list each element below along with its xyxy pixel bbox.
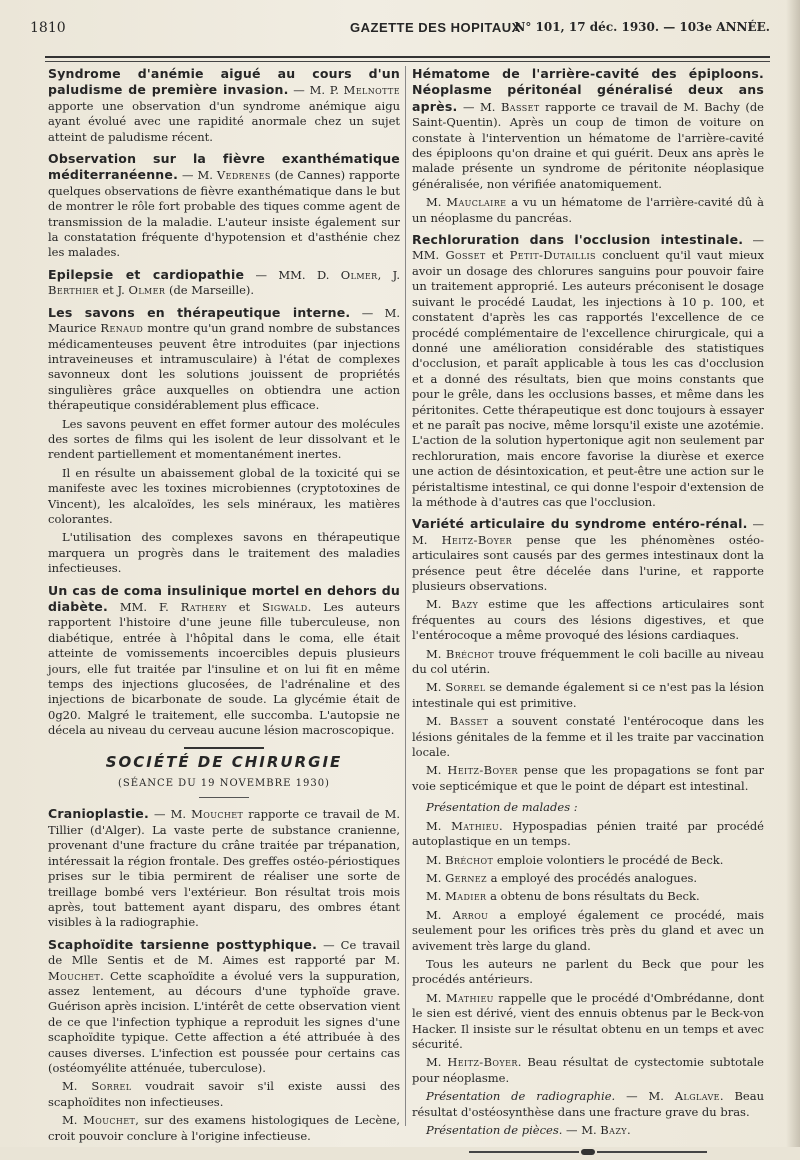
left-column xyxy=(48,66,401,1143)
text-run: trouve fréquemment le coli bacille au niveau du col utérin. xyxy=(412,646,765,677)
page-header xyxy=(30,14,770,44)
session-date: (SÉANCE DU 19 NOVEMBRE 1930) xyxy=(118,778,330,790)
article-text: rapporte ce travail de M. Bachy (de Saint-Quentin). Après un coup de timon de voiture on constate à l'intervention un hématome de l'arrière-cavité des épiploons qu'on draine et qui guérit. Deux ans après le malade présente un syndrome de péritonite néoplasique généralisée, non vérifiée anatomiquement. xyxy=(412,99,764,191)
article-paragraph xyxy=(412,853,764,868)
text-run: — M. Maurice xyxy=(48,305,400,336)
article-paragraph xyxy=(48,1113,400,1144)
article-title: Un cas de coma insulinique mortel en dehors du diabète. xyxy=(48,582,400,614)
article-paragraph xyxy=(412,680,764,711)
section-rule-short xyxy=(199,797,249,798)
author-name: Rathery xyxy=(180,600,227,614)
article-coma xyxy=(48,583,400,739)
article-text: montre qu'un grand nombre de substances médicamenteuses peuvent être introduites (par injections intraveineuses et intramusculaire) à l'état de complexes savonneux dont les solutions jouissent de propriétés singulières grâce auxquelles on obtiendra une action thérapeutique considérablement plus efficace. xyxy=(48,321,400,413)
article-paragraph xyxy=(412,991,764,1053)
text-run: M. xyxy=(426,646,446,661)
journal-title: GAZETTE DES HOPITAUX xyxy=(350,20,521,35)
text-run: a vu un hématome de l'arrière-cavité dû à un néoplasme du pancréas. xyxy=(412,195,764,225)
article-text: (de Marseille). xyxy=(165,283,255,298)
text-run: M. xyxy=(62,1079,92,1094)
article-paragraph xyxy=(412,908,764,954)
society-heading xyxy=(48,747,400,799)
author-name: Mathieu xyxy=(451,818,500,833)
text-run: — MM. D. xyxy=(244,267,341,282)
article-paragraph xyxy=(412,1089,764,1120)
article-paragraph xyxy=(412,1055,764,1086)
article-title: Cranioplastie. xyxy=(48,806,149,822)
header-rule-thin xyxy=(45,61,770,62)
article-paragraph xyxy=(412,597,764,643)
text-run: emploie volontiers le procédé de Beck. xyxy=(493,852,724,867)
text-run: M. xyxy=(426,714,450,729)
author-name: Sigwald xyxy=(262,600,308,614)
text-run: M. xyxy=(426,597,452,612)
article-cranioplastie xyxy=(48,806,400,930)
text-run: a employé également ce procédé, mais seulement pour les orifices très près du gland et avec un avivement très large du gland. xyxy=(412,907,765,953)
article-paragraph xyxy=(412,195,764,226)
article-paragraph xyxy=(412,516,764,594)
article-paragraph xyxy=(412,66,764,192)
presentation-heading xyxy=(412,800,764,815)
text-run: M. xyxy=(426,907,453,922)
text-run: a employé des procédés analogues. xyxy=(486,870,698,885)
article-variete-articulaire xyxy=(412,516,764,794)
article-text: . Cette scaphoïdite a évolué vers la suppuration, assez lentement, au décours d'une typhoïde grave. Guérison après incision. L'intérêt de cette observation vient de ce que l'infection typhique a reproduit les signes d'une scaphoïdite typique. Cette affection a été attribuée à des causes diverses. L'infection est poussée pour certains cas (ostéomyélite atténuée, tuberculose). xyxy=(48,968,400,1075)
author-name: Basset xyxy=(449,714,489,729)
author-name: Basset xyxy=(500,99,540,114)
text-run: — M. xyxy=(412,517,764,547)
article-paragraph xyxy=(48,267,400,299)
author-name: Bazy xyxy=(451,597,479,612)
text-run: et J. xyxy=(98,283,129,298)
author-name: Bréchot xyxy=(445,852,494,867)
text-run: et xyxy=(485,248,510,263)
text-run: estime que les affections articulaires sont fréquentes au cours des lésions digestives, et que l'entérocoque a même provoqué des lésions cardiaques. xyxy=(412,597,764,643)
article-paragraph xyxy=(412,714,764,760)
text-run: M. xyxy=(426,763,448,778)
author-name: Mouchet xyxy=(48,968,101,983)
page-number: 1810 xyxy=(30,20,66,36)
article-title: Variété articulaire du syndrome entéro-rénal. xyxy=(412,516,748,532)
author-name: Olmer xyxy=(128,283,166,298)
text-run: — M. xyxy=(148,807,192,822)
text-run: . Beau résultat de cystectomie subtotale pour néoplasme. xyxy=(412,1055,764,1085)
article-title: Hématome de l'arrière-cavité des épiploons. Néoplasme péritonéal généralisé deux ans après. xyxy=(412,66,764,114)
text-run: a souvent constaté l'entérocoque dans les lésions génitales de la femme et il les traite par vaccination locale. xyxy=(412,714,764,760)
article-text: concluent qu'il vaut mieux avoir un dosage des chlorures sanguins pour pouvoir faire un traitement approprié. Les auteurs préconisent le dosage suivant le procédé Laudat, les injections à 10 p. 100, et constatent d'après les cas rapportés l'excellence de ce procédé complémentaire de l'excellence chirurgicale, qui a donné une amélioration considérable des statistiques d'occlusion, et paraît applicable à tous les cas d'occlusion et a donné des résultats, bien que moins constants que pour le grêle, dans les occlusions basses, et même dans les péritonites. Cette thérapeutique est donc toujours à essayer et ne paraît pas nocive, même lorsqu'il existe une azotémie. L'action de la solution hypertonique agit non seulement par rechloruration, mais encore favorise la diurèse et exerce une action de désintoxication, et peut-être une action sur le péristaltisme intestinal, ce qui donne l'espoir d'extension de la méthode à d'autres cas que l'occlusion. xyxy=(412,248,764,509)
text-run: — M. xyxy=(615,1089,675,1104)
article-paragraph xyxy=(48,806,400,930)
article-paragraph: L'utilisation des complexes savons en thérapeutique marquera un progrès dans le traitement des maladies infectieuses. xyxy=(48,530,400,576)
article-paragraph xyxy=(48,583,400,739)
text-run: voudrait savoir s'il existe aussi des scaphoïdites non infectieuses. xyxy=(48,1079,400,1109)
author-name: Melnotte xyxy=(343,83,400,98)
article-paragraph xyxy=(48,66,400,145)
column-separator xyxy=(405,66,406,1126)
article-title: Epilepsie et cardiopathie xyxy=(48,266,245,282)
article-title: Les savons en thérapeutique interne. xyxy=(48,304,351,320)
article-fievre xyxy=(48,151,400,261)
article-paragraph xyxy=(412,819,764,850)
article-paragraph xyxy=(48,151,400,261)
right-column xyxy=(412,66,765,1137)
header-rule xyxy=(45,56,770,58)
article-paragraph xyxy=(48,305,400,414)
article-paragraph: Les savons peuvent en effet former autour des molécules des sortes de films qui les isolent de leur dissolvant et le rendent partiellement et momentanément inertes. xyxy=(48,416,400,462)
article-text: pense que les phénomènes ostéo-articulaires sont causés par des germes intestinaux dont la présence peut être décelée dans l'urine, et rapporte plusieurs observations. xyxy=(412,532,764,593)
section-rule xyxy=(184,747,264,749)
text-run: M. xyxy=(426,870,446,885)
text-run: Présentation de radiographie. xyxy=(426,1089,616,1104)
author-name: Madier xyxy=(445,889,487,904)
text-run: rappelle que le procédé d'Ombrédanne, dont le sien est dérivé, vient des ennuis obtenus par le Beck-von Hacker. Il insiste sur le résultat obtenu en un temps et avec sécurité. xyxy=(412,990,764,1051)
article-text: (de Cannes) rapporte quelques observations de fièvre exanthématique dans le but de montrer le rôle fort probable des tiques comme agent de transmission de la maladie. L'auteur insiste également sur la constatation fréquente d'hypotension et d'asthénie chez les malades. xyxy=(48,168,400,260)
article-rechloruration xyxy=(412,232,764,510)
text-run: — M. xyxy=(178,168,217,183)
page-edge-shadow xyxy=(786,0,800,1147)
article-paragraph: Tous les auteurs ne parlent du Beck que pour les procédés antérieurs. xyxy=(412,956,764,987)
article-paragraph xyxy=(48,937,400,1077)
article-epilepsie xyxy=(48,267,400,299)
text-run: M. xyxy=(426,990,446,1005)
author-name: Bréchot xyxy=(445,646,494,661)
text-run: M. xyxy=(426,195,447,210)
article-scaphoidite xyxy=(48,937,400,1144)
author-name: Petit-Dutaillis xyxy=(509,248,596,263)
article-paragraph xyxy=(412,232,764,510)
text-run: M. xyxy=(62,1113,84,1128)
author-name: Mouchet xyxy=(83,1113,136,1128)
text-run: , J. xyxy=(377,267,400,282)
text-run: — M. P. xyxy=(288,83,344,98)
end-ornament xyxy=(412,1144,764,1159)
society-title: SOCIÉTÉ DE CHIRURGIE xyxy=(105,752,343,771)
author-name: Olmer xyxy=(340,267,378,282)
text-run: M. xyxy=(426,680,446,695)
article-text: . Les auteurs rapportent l'histoire d'une jeune fille tuberculeuse, non diabétique, entrée à l'hôpital dans le coma, elle était atteinte de vomissements incoercibles depuis plusieurs jours, elle fut traitée par l'insuline et on lui fit en même temps des injections glucosées, de l'adrénaline et des injections de bicarbonate de soude. La glycémie était de 0g20. Malgré le traitement, elle succomba. L'autopsie ne décela au niveau du cerveau aucune lésion macroscopique. xyxy=(48,600,400,738)
author-name: Heitz-Boyer xyxy=(447,763,518,778)
text-run: pense que les propagations se font par voie septicémique et que le point de départ est intestinal. xyxy=(412,763,764,793)
text-run: — M. xyxy=(457,99,501,114)
text-run: a obtenu de bons résultats du Beck. xyxy=(486,889,700,904)
author-name: Renaud xyxy=(100,321,144,336)
author-name: Heitz-Boyer xyxy=(441,532,512,547)
issue-info: N° 101, 17 déc. 1930. — 103e ANNÉE. xyxy=(514,20,770,34)
text-run: , sur des examens histologiques de Lecène, croit pouvoir conclure à l'origine infectieuse. xyxy=(48,1113,401,1143)
text-run: . Hypospadias pénien traité par procédé autoplastique en un temps. xyxy=(412,818,764,849)
author-name: Sorrel xyxy=(91,1079,132,1094)
author-name: Berthier xyxy=(48,283,99,298)
article-savons xyxy=(48,305,400,577)
author-name: Mauclaire xyxy=(446,195,507,210)
text-run: Présentation de malades : xyxy=(426,800,578,815)
article-text: apporte une observation d'un syndrome anémique aigu ayant évolué avec une rapidité anormale chez un sujet atteint de paludisme récent. xyxy=(48,98,400,144)
text-run: M. xyxy=(426,852,446,867)
article-title: Scaphoïdite tarsienne posttyphique. xyxy=(48,936,318,952)
author-name: Alglave xyxy=(674,1089,720,1104)
text-run: M. xyxy=(426,818,452,833)
text-run: M. xyxy=(426,889,446,904)
author-name: Mouchet xyxy=(191,807,244,822)
article-paragraph xyxy=(412,889,764,904)
article-text: rapporte ce travail de M. Tillier (d'Alger). La vaste perte de substance cranienne, provenant d'une fracture du crâne traitée par trépanation, intéressait la région frontale. Des greffes ostéo-périostiques prises sur le tibia permirent de réaliser une sorte de treillage bombé vers l'extérieur. Bon résultat trois mois après, tout battement ayant disparu, des ombres étant visibles à la radiographie. xyxy=(48,807,400,930)
text-run: Présentation de pièces. xyxy=(426,1123,563,1137)
author-name: Heitz-Boyer xyxy=(447,1055,518,1070)
text-run: MM. F. xyxy=(107,600,181,614)
article-hematome xyxy=(412,66,764,226)
text-run: — M. xyxy=(562,1123,601,1137)
text-run: . xyxy=(626,1123,631,1137)
article-title: Syndrome d'anémie aigué au cours d'un paludisme de première invasion. xyxy=(48,66,400,98)
article-paragraph xyxy=(48,1079,400,1110)
article-paragraph: Il en résulte un abaissement global de la toxicité qui se manifeste avec les toxines microbiennes (cryptotoxines de Vincent), les alcaloïdes, les sels minéraux, les matières colorantes. xyxy=(48,465,400,526)
text-run: . Beau résultat d'ostéosynthèse dans une fracture grave du bras. xyxy=(412,1089,764,1119)
author-name: Gosset xyxy=(445,248,486,263)
article-paragraph xyxy=(412,647,764,678)
author-name: Mathieu xyxy=(445,990,494,1005)
article-paragraph xyxy=(412,871,764,886)
text-run: — MM. xyxy=(412,233,764,263)
article-title: Rechloruration dans l'occlusion intestinale. xyxy=(412,232,744,248)
article-title: Observation sur la fièvre exanthématique méditerranéenne. xyxy=(48,151,400,183)
author-name: Bazy xyxy=(600,1123,627,1137)
author-name: Sorrel xyxy=(445,680,486,695)
article-paragraph xyxy=(412,1123,764,1138)
text-run: — Ce travail de Mlle Sentis et de M. Aimes est rapporté par M. xyxy=(48,937,400,968)
article-paragraph xyxy=(412,763,764,794)
author-name: Arrou xyxy=(452,907,489,922)
text-run: et xyxy=(226,600,263,614)
text-run: M. xyxy=(426,1055,448,1070)
text-run: se demande également si ce n'est pas la lésion intestinale qui est primitive. xyxy=(412,680,765,710)
author-name: Vedrenes xyxy=(216,168,271,183)
article-anemie xyxy=(48,66,400,145)
article-presentations xyxy=(412,800,764,1138)
author-name: Gernez xyxy=(445,870,487,885)
